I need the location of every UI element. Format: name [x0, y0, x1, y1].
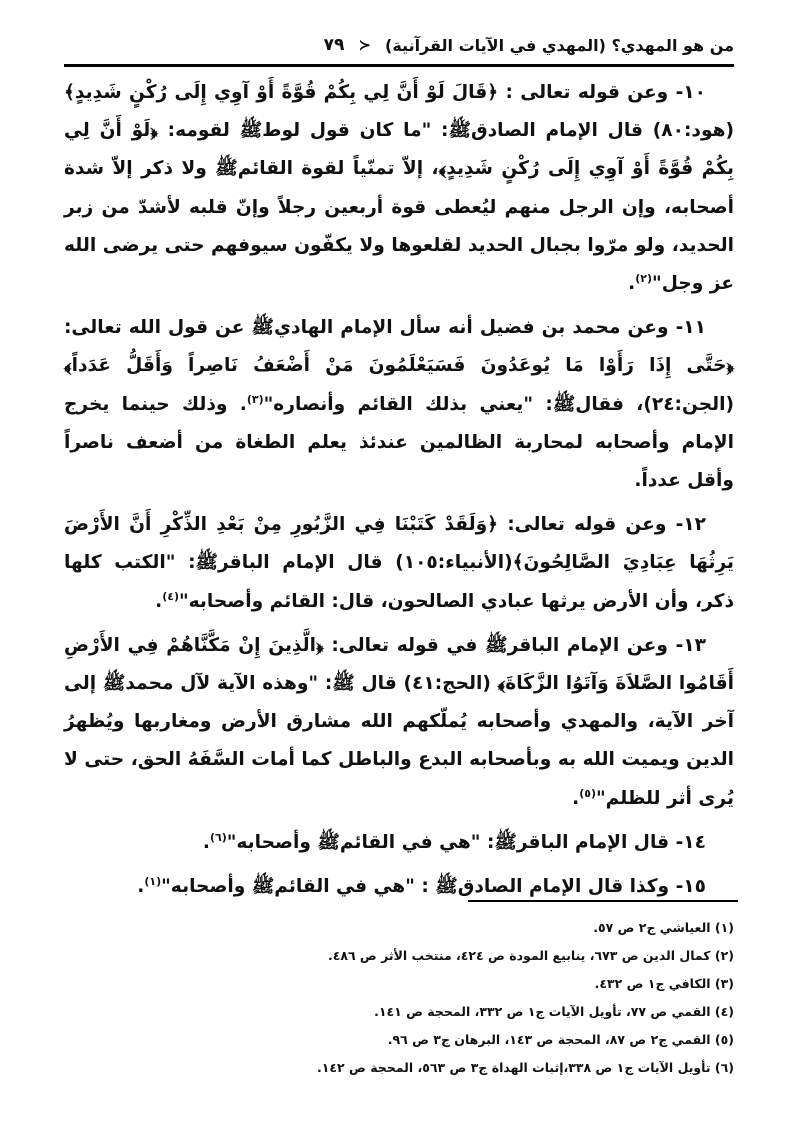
paragraph-13: ١٣- وعن الإمام الباقرﷺ في قوله تعالى: ﴿الَّذِينَ إِنْ مَكَّنَّاهُمْ فِي الأَرْضِ أَقَامُوا الصَّلاَةَ وَآتَوُا الزَّكَاةَ﴾ (الحج:٤١) قال ﷺ: "وهذه الآية لآل محمدﷺ إلى آخر الآية، والمهدي وأصحابه يُملّكهم الله مشارق الأرض ومغاربها ويُظهرُ الدين ويميت الله به وبأصحابه البدع والباطل كما أمات السَّفَهُ الحق، حتى لا يُرى أثر للظلم"$^{(٥)}$. — [64, 634, 734, 809]
header-rule — [64, 64, 734, 67]
page-body — [64, 74, 734, 912]
footnotes — [64, 914, 734, 1082]
footnote-ref: (٣) — [246, 392, 264, 406]
footnote-6: (٦) تأويل الآيات ج١ ص ٣٣٨،إثبات الهداة ج٣ ص ٥٦٣، المحجة ص ١٤٢. — [317, 1060, 734, 1075]
paragraph-10: ١٠- وعن قوله تعالى : ﴿قَالَ لَوْ أَنَّ لِي بِكُمْ قُوَّةً أَوْ آوِي إِلَى رُكْنٍ شَدِيدٍ﴾ (هود:٨٠) قال الإمام الصادقﷺ: "ما كان قول لوطﷺ لقومه: ﴿لَوْ أَنَّ لِي بِكُمْ قُوَّةً أَوْ آوِي إِلَى رُكْنٍ شَدِيدٍ﴾، إلاّ تمنّياً لقوة القائمﷺ ولا ذكر إلاّ شدة أصحابه، وإن الرجل منهم ليُعطى قوة أربعين رجلاً وإنّ قلبه لأشدّ من زبر الحديد، ولو مرّوا بجبال الحديد لقلعوها ولا يكفّون سيوفهم حتى يرضى الله عز وجل"$^{(٢)}$. — [64, 82, 734, 295]
paragraph-12: ١٢- وعن قوله تعالى: ﴿وَلَقَدْ كَتَبْنَا فِي الزَّبُورِ مِنْ بَعْدِ الذِّكْرِ أَنَّ الأَرْضَ يَرِثُهَا عِبَادِيَ الصَّالِحُونَ﴾(الأنبياء:١٠٥) قال الإمام الباقرﷺ: "الكتب كلها ذكر، وأن الأرض يرثها عبادي الصالحون، قال: القائم وأصحابه"$^{(٤)}$. — [64, 514, 734, 612]
running-header — [60, 30, 734, 60]
page-number: ٧٩ — [323, 35, 345, 55]
footnote-3: (٣) الكافي ج١ ص ٤٣٢. — [594, 976, 734, 991]
footnote-ref: (٦) — [209, 830, 227, 844]
paragraph-11: ١١- وعن محمد بن فضيل أنه سأل الإمام الهاديﷺ عن قول الله تعالى: ﴿حَتَّى إِذَا رَأَوْا مَا يُوعَدُونَ فَسَيَعْلَمُونَ مَنْ أَضْعَفُ نَاصِراً وَأَقَلُّ عَدَداً﴾(الجن:٢٤)، فقالﷺ: "يعني بذلك القائم وأنصاره"$^{(٣)}$. وذلك حينما يخرج الإمام وأصحابه لمحاربة الظالمين عندئذ يعلم الطغاة من أضعف ناصراً وأقل عدداً. — [64, 317, 734, 492]
footnote-ref: (٢) — [635, 271, 653, 285]
paragraph-15: ١٥- وكذا قال الإمام الصادقﷺ : "هي في القائمﷺ وأصحابه"$^{(١)}$. — [137, 874, 706, 898]
footnote-1: (١) العياشي ج٢ ص ٥٧. — [593, 920, 734, 935]
footnote-ref: (١) — [144, 874, 162, 888]
footnote-4: (٤) القمي ص ٧٧، تأويل الآيات ج١ ص ٣٣٢، المحجة ص ١٤١. — [374, 1004, 734, 1019]
footnote-ref: (٥) — [579, 786, 596, 800]
footnote-2: (٢) كمال الدين ص ٦٧٣، ينابيع المودة ص ٤٢٤، منتخب الأثر ص ٤٨٦. — [327, 948, 734, 963]
footnote-rule — [468, 900, 738, 902]
paragraph-14: ١٤- قال الإمام الباقرﷺ: "هي في القائمﷺ وأصحابه"$^{(٦)}$. — [202, 830, 706, 853]
running-title: من هو المهدي؟ (المهدي في الآيات القرآنية) — [385, 35, 734, 55]
footnote-ref: (٤) — [162, 589, 179, 603]
footnote-5: (٥) القمي ج٢ ص ٨٧، المحجة ص ١٤٣، البرهان ج٣ ص ٩٦. — [387, 1032, 734, 1047]
header-ornament-icon: ≺ — [358, 36, 372, 54]
